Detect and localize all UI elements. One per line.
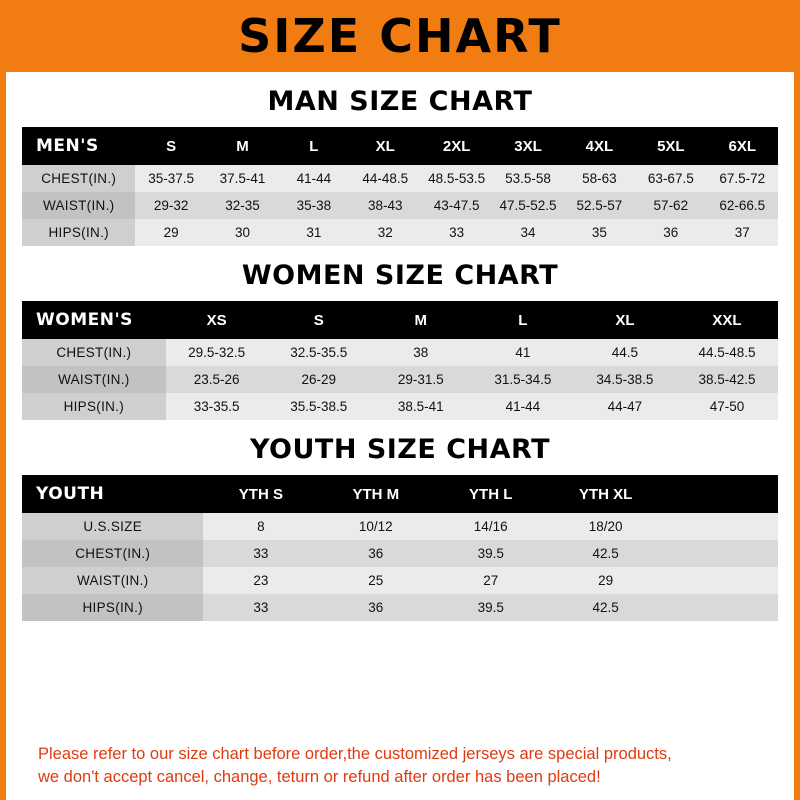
cell: 29.5-32.5	[166, 339, 268, 366]
cell: 58-63	[564, 165, 635, 192]
cell: 30	[207, 219, 278, 246]
row-label: WAIST(IN.)	[22, 366, 166, 393]
table-men	[22, 127, 778, 246]
cell: 8	[203, 513, 318, 540]
cell-empty	[663, 513, 778, 540]
table-men-row-header: MEN'S	[22, 127, 135, 165]
row-label: U.S.SIZE	[22, 513, 203, 540]
cell: 53.5-58	[492, 165, 563, 192]
page-title: SIZE CHART	[238, 9, 562, 63]
table-row	[22, 219, 778, 246]
cell: 35-37.5	[135, 165, 206, 192]
table-row	[22, 567, 778, 594]
cell: 44.5-48.5	[676, 339, 778, 366]
cell: 34.5-38.5	[574, 366, 676, 393]
cell-empty	[663, 540, 778, 567]
cell-empty	[663, 567, 778, 594]
table-men-head	[22, 127, 778, 165]
section-title-women: WOMEN SIZE CHART	[241, 260, 559, 291]
table-women-body	[22, 339, 778, 420]
cell: 38.5-42.5	[676, 366, 778, 393]
cell: 47.5-52.5	[492, 192, 563, 219]
cell: 44.5	[574, 339, 676, 366]
col-header-spacer	[663, 475, 778, 513]
col-header: M	[207, 127, 278, 165]
col-header: YTH S	[203, 475, 318, 513]
table-women-row-header: WOMEN'S	[22, 301, 166, 339]
table-row	[22, 192, 778, 219]
col-header: YTH XL	[548, 475, 663, 513]
cell: 41	[472, 339, 574, 366]
cell: 33	[421, 219, 492, 246]
cell: 10/12	[318, 513, 433, 540]
footer-note	[22, 733, 778, 800]
col-header: 3XL	[492, 127, 563, 165]
page-body	[0, 72, 800, 800]
cell: 35	[564, 219, 635, 246]
page-edge-right	[794, 0, 800, 800]
row-label: HIPS(IN.)	[22, 594, 203, 621]
cell: 39.5	[433, 594, 548, 621]
cell: 36	[635, 219, 706, 246]
col-header: XL	[350, 127, 421, 165]
cell: 38	[370, 339, 472, 366]
cell: 33	[203, 540, 318, 567]
row-label: HIPS(IN.)	[22, 219, 135, 246]
cell: 26-29	[268, 366, 370, 393]
col-header: S	[268, 301, 370, 339]
cell: 31	[278, 219, 349, 246]
cell: 29	[135, 219, 206, 246]
cell: 33-35.5	[166, 393, 268, 420]
cell: 47-50	[676, 393, 778, 420]
row-label: CHEST(IN.)	[22, 540, 203, 567]
table-youth-head	[22, 475, 778, 513]
row-label: CHEST(IN.)	[22, 165, 135, 192]
col-header: XXL	[676, 301, 778, 339]
cell: 44-48.5	[350, 165, 421, 192]
cell: 39.5	[433, 540, 548, 567]
table-row	[22, 165, 778, 192]
cell: 62-66.5	[707, 192, 778, 219]
footer-note-line1: Please refer to our size chart before order,the customized jerseys are special products,	[38, 745, 672, 764]
cell: 34	[492, 219, 563, 246]
table-women-head	[22, 301, 778, 339]
cell: 32-35	[207, 192, 278, 219]
col-header: XL	[574, 301, 676, 339]
cell: 48.5-53.5	[421, 165, 492, 192]
cell: 29-32	[135, 192, 206, 219]
table-women	[22, 301, 778, 420]
col-header: 6XL	[707, 127, 778, 165]
table-row	[22, 594, 778, 621]
cell: 29	[548, 567, 663, 594]
col-header: YTH M	[318, 475, 433, 513]
cell: 42.5	[548, 540, 663, 567]
col-header: M	[370, 301, 472, 339]
cell: 37	[707, 219, 778, 246]
table-row	[22, 366, 778, 393]
cell: 43-47.5	[421, 192, 492, 219]
row-label: CHEST(IN.)	[22, 339, 166, 366]
cell: 25	[318, 567, 433, 594]
cell: 23	[203, 567, 318, 594]
col-header: 2XL	[421, 127, 492, 165]
cell: 32	[350, 219, 421, 246]
table-row	[22, 339, 778, 366]
cell: 35-38	[278, 192, 349, 219]
table-men-body	[22, 165, 778, 246]
section-title-youth: YOUTH SIZE CHART	[249, 434, 551, 465]
cell: 44-47	[574, 393, 676, 420]
cell: 31.5-34.5	[472, 366, 574, 393]
table-youth-row-header: YOUTH	[22, 475, 203, 513]
cell: 52.5-57	[564, 192, 635, 219]
cell: 36	[318, 540, 433, 567]
col-header: L	[472, 301, 574, 339]
table-row	[22, 127, 778, 165]
cell: 18/20	[548, 513, 663, 540]
table-row	[22, 513, 778, 540]
cell: 33	[203, 594, 318, 621]
cell: 32.5-35.5	[268, 339, 370, 366]
cell: 29-31.5	[370, 366, 472, 393]
cell: 38.5-41	[370, 393, 472, 420]
table-row	[22, 540, 778, 567]
row-label: WAIST(IN.)	[22, 192, 135, 219]
row-label: HIPS(IN.)	[22, 393, 166, 420]
cell: 35.5-38.5	[268, 393, 370, 420]
cell: 37.5-41	[207, 165, 278, 192]
table-youth-body	[22, 513, 778, 621]
cell: 57-62	[635, 192, 706, 219]
cell: 41-44	[472, 393, 574, 420]
col-header: 5XL	[635, 127, 706, 165]
row-label: WAIST(IN.)	[22, 567, 203, 594]
cell: 42.5	[548, 594, 663, 621]
page-banner	[0, 0, 800, 72]
cell: 23.5-26	[166, 366, 268, 393]
col-header: S	[135, 127, 206, 165]
section-title-men: MAN SIZE CHART	[267, 86, 533, 117]
cell: 36	[318, 594, 433, 621]
col-header: YTH L	[433, 475, 548, 513]
cell-empty	[663, 594, 778, 621]
table-row	[22, 393, 778, 420]
footer-note-line2: we don't accept cancel, change, teturn or refund after order has been placed!	[38, 767, 601, 786]
col-header: 4XL	[564, 127, 635, 165]
table-row	[22, 475, 778, 513]
cell: 67.5-72	[707, 165, 778, 192]
col-header: L	[278, 127, 349, 165]
table-row	[22, 301, 778, 339]
cell: 41-44	[278, 165, 349, 192]
cell: 14/16	[433, 513, 548, 540]
cell: 27	[433, 567, 548, 594]
cell: 63-67.5	[635, 165, 706, 192]
table-youth	[22, 475, 778, 621]
page-edge-left	[0, 0, 6, 800]
cell: 38-43	[350, 192, 421, 219]
col-header: XS	[166, 301, 268, 339]
